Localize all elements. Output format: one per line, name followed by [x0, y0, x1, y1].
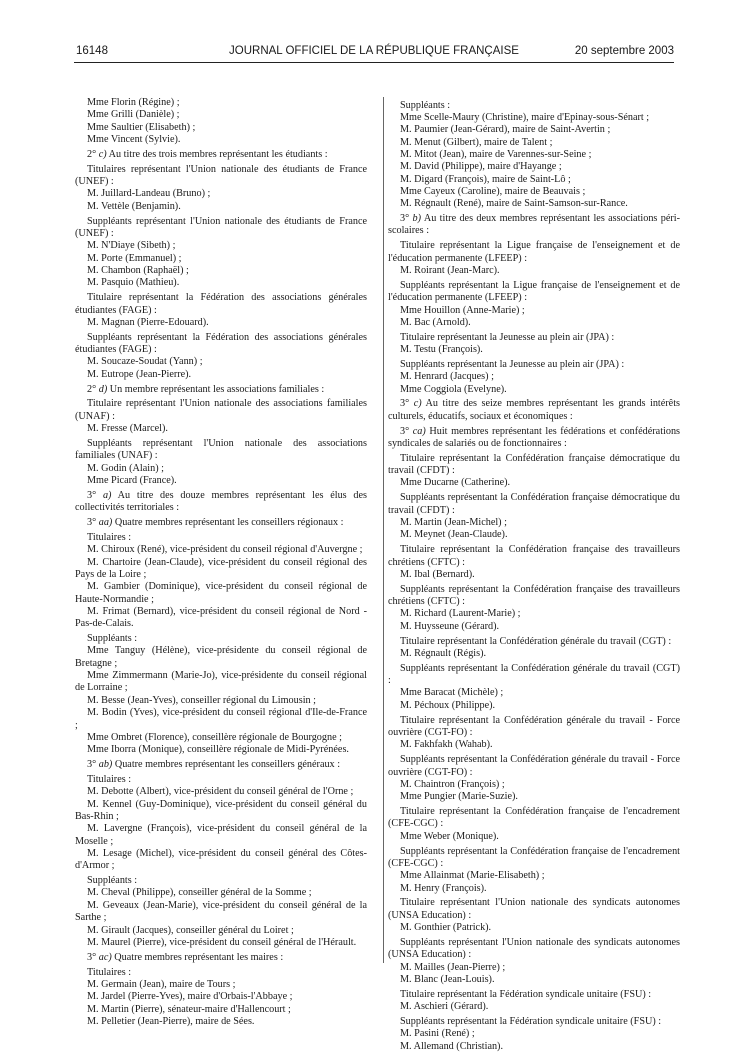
text-line: Mme Houillon (Anne-Marie) ; — [400, 304, 525, 316]
text-line: Suppléants : — [87, 875, 138, 887]
text-line: M. N'Diaye (Sibeth) ; — [87, 240, 176, 252]
text-line: Mme Picard (France). — [87, 474, 177, 486]
text-line: Suppléants représentant l'Union nationale des syndicats autonomes (UNSA Education) : — [388, 937, 680, 961]
text-line: M. Martin (Pierre), sénateur-maire d'Hallencourt ; — [87, 1003, 291, 1015]
text-line: M. Mailles (Jean-Pierre) ; — [400, 961, 506, 973]
text-line: Suppléants représentant la Ligue française de l'enseignement et de l'éducation permanente (LFEEP) : — [388, 279, 680, 304]
text-line: Mme Iborra (Monique), conseillère régionale de Midi-Pyrénées. — [87, 744, 349, 756]
text-line: M. Porte (Emmanuel) ; — [87, 252, 182, 264]
text-line: M. Martin (Jean-Michel) ; — [400, 517, 507, 528]
text-line: Titulaire représentant la Confédération générale du travail - Force ouvrière (CGT-FO) : — [388, 714, 680, 738]
text-line: Mme Weber (Monique). — [400, 830, 499, 842]
text-line: M. Richard (Laurent-Marie) ; — [400, 608, 521, 620]
text-line: Mme Zimmermann (Marie-Jo), vice-présidente du conseil régional de Lorraine ; — [75, 670, 367, 694]
text-line: Mme Pungier (Marie-Suzie). — [400, 791, 518, 803]
text-line: Suppléants représentant la Confédération française des travailleurs chrétiens (CFTC) : — [388, 583, 680, 608]
text-line: Mme Baracat (Michèle) ; — [400, 687, 504, 699]
text-line: Mme Allainmat (Marie-Elisabeth) ; — [400, 870, 545, 882]
text-line: M. Régnault (René), maire de Saint-Samson-sur-Rance. — [400, 198, 628, 210]
text-line: M. Lavergne (François), vice-président du conseil général de la Moselle ; — [75, 823, 367, 847]
text-line: M. Magnan (Pierre-Edouard). — [87, 316, 209, 328]
page-header — [74, 43, 674, 61]
text-line: 3° ab) Quatre membres représentant les conseillers généraux : — [87, 759, 341, 771]
text-line: Mme Vincent (Sylvie). — [87, 134, 181, 146]
text-line: Mme Cayeux (Caroline), maire de Beauvais ; — [400, 185, 586, 197]
text-line: M. Paumier (Jean-Gérard), maire de Saint-Avertin ; — [400, 124, 611, 136]
column-divider — [383, 97, 384, 963]
text-line: M. Debotte (Albert), vice-président du conseil général de l'Orne ; — [87, 786, 354, 798]
text-line: 2° d) Un membre représentant les associations familiales : — [87, 383, 325, 395]
text-line: Titulaires : — [87, 773, 132, 785]
left-column — [75, 97, 367, 1028]
text-line: M. Vettèle (Benjamin). — [87, 200, 181, 212]
text-line: 3° ca) Huit membres représentant les fédérations et confédérations syndicales de salariés ou de fonctionnaires : — [388, 425, 681, 449]
text-line: Suppléants représentant la Confédération française de l'encadrement (CFE-CGC) : — [388, 845, 680, 869]
text-line: M. Chambon (Raphaël) ; — [87, 264, 189, 276]
text-line: Suppléants représentant la Confédération française démocratique du travail (CFDT) : — [388, 492, 680, 516]
text-line: M. Bodin (Yves), vice-président du conseil régional d'Ile-de-France ; — [75, 707, 367, 731]
text-line: M. Godin (Alain) ; — [87, 462, 164, 474]
text-line: Titulaire représentant l'Union nationale des associations familiales (UNAF) : — [75, 398, 367, 422]
text-line: M. Kennel (Guy-Dominique), vice-président du conseil général du Bas-Rhin ; — [75, 798, 367, 822]
text-line: M. Girault (Jacques), conseiller général du Loiret ; — [87, 924, 294, 936]
text-line: M. Lesage (Michel), vice-président du conseil général des Côtes-d'Armor ; — [75, 847, 367, 872]
right-column — [388, 97, 680, 1053]
text-line: Suppléants représentant la Fédération syndicale unitaire (FSU) : — [400, 1016, 662, 1028]
text-line: M. Geveaux (Jean-Marie), vice-président du conseil général de la Sarthe ; — [75, 899, 367, 924]
text-line: M. Gambier (Dominique), vice-président du conseil régional de Haute-Normandie ; — [75, 581, 367, 605]
text-line: M. Blanc (Jean-Louis). — [400, 974, 495, 986]
text-line: Suppléants : — [87, 633, 138, 645]
text-line: Titulaire représentant la Confédération française démocratique du travail (CFDT) : — [388, 452, 680, 477]
text-line: M. Eutrope (Jean-Pierre). — [87, 368, 192, 380]
text-line: Titulaire représentant l'Union nationale des syndicats autonomes (UNSA Education) : — [388, 897, 680, 921]
text-line: Titulaire représentant la Ligue française de l'enseignement et de l'éducation permanente (LFEEP) : — [388, 240, 680, 264]
text-line: Titulaire représentant la Jeunesse au plein air (JPA) : — [400, 331, 615, 343]
text-line: M. Mitot (Jean), maire de Varennes-sur-Seine ; — [400, 148, 592, 160]
text-line: M. Chiroux (René), vice-président du conseil régional d'Auvergne ; — [87, 544, 363, 556]
text-line: M. Aschieri (Gérard). — [400, 1001, 489, 1013]
text-line: Mme Tanguy (Hélène), vice-présidente du conseil régional de Bretagne ; — [75, 645, 367, 669]
page-number: 16148 — [76, 45, 108, 57]
text-line: M. Fakhfakh (Wahab). — [400, 739, 493, 751]
text-line: M. Chaintron (François) ; — [400, 778, 505, 790]
text-line: M. Germain (Jean), maire de Tours ; — [87, 978, 236, 990]
text-line: M. Testu (François). — [400, 344, 483, 356]
text-line: Suppléants représentant la Confédération générale du travail - Force ouvrière (CGT-FO) : — [388, 754, 680, 778]
text-line: M. Chartoire (Jean-Claude), vice-président du conseil régional des Pays de la Loire ; — [75, 556, 367, 580]
text-line: Titulaires représentant l'Union nationale des étudiants de France (UNEF) : — [75, 163, 367, 188]
text-line: Titulaire représentant la Fédération syndicale unitaire (FSU) : — [400, 988, 652, 1000]
text-line: Suppléants : — [400, 99, 451, 111]
text-line: M. Allemand (Christian). — [400, 1040, 503, 1052]
text-line: M. Maurel (Pierre), vice-président du conseil général de l'Hérault. — [87, 936, 357, 948]
text-line: M. Bac (Arnold). — [400, 316, 471, 328]
text-line: Suppléants représentant la Fédération des associations générales étudiantes (FAGE) : — [75, 331, 367, 356]
text-line: M. Meynet (Jean-Claude). — [400, 529, 508, 541]
text-line: M. Besse (Jean-Yves), conseiller régional du Limousin ; — [87, 694, 316, 706]
text-line: M. Huysseune (Gérard). — [400, 620, 500, 632]
text-line: Suppléants représentant l'Union nationale des étudiants de France (UNEF) : — [75, 215, 367, 239]
text-line: Titulaire représentant la Confédération française des travailleurs chrétiens (CFTC) : — [388, 544, 680, 568]
text-line: 3° b) Au titre des deux membres représentant les associations péri-scolaires : — [388, 213, 680, 237]
text-line: M. Pasquio (Mathieu). — [87, 277, 180, 289]
text-line: Titulaires : — [87, 531, 132, 543]
journal-title: JOURNAL OFFICIEL DE LA RÉPUBLIQUE FRANÇAISE — [229, 45, 519, 57]
text-line: Mme Scelle-Maury (Christine), maire d'Epinay-sous-Sénart ; — [400, 111, 650, 123]
text-line: M. Régnault (Régis). — [400, 647, 487, 659]
text-line: M. Digard (François), maire de Saint-Lô ; — [400, 173, 571, 185]
text-line: M. Cheval (Philippe), conseiller général de la Somme ; — [87, 887, 312, 899]
text-line: Mme Florin (Régine) ; — [87, 97, 180, 108]
text-line: Suppléants représentant la Confédération générale du travail (CGT) : — [388, 662, 680, 687]
text-line: M. Fresse (Marcel). — [87, 423, 168, 435]
text-line: Suppléants représentant l'Union nationale des associations familiales (UNAF) : — [75, 437, 367, 462]
header-rule — [74, 62, 674, 63]
text-line: 3° ac) Quatre membres représentant les maires : — [87, 951, 284, 963]
text-line: Suppléants représentant la Jeunesse au plein air (JPA) : — [400, 358, 625, 370]
text-line: Mme Coggiola (Evelyne). — [400, 383, 507, 395]
text-line: M. Pasini (René) ; — [400, 1028, 475, 1040]
text-line: M. Péchoux (Philippe). — [400, 699, 496, 711]
text-line: Mme Ombret (Florence), conseillère régionale de Bourgogne ; — [87, 731, 342, 743]
text-line: M. Roirant (Jean-Marc). — [400, 264, 500, 276]
text-line: M. Juillard-Landeau (Bruno) ; — [87, 188, 211, 200]
text-line: Titulaire représentant la Confédération française de l'encadrement (CFE-CGC) : — [388, 806, 680, 830]
text-line: M. Jardel (Pierre-Yves), maire d'Orbais-l'Abbaye ; — [87, 991, 293, 1003]
text-line: Titulaires : — [87, 966, 132, 978]
text-line: 2° c) Au titre des trois membres représentant les étudiants : — [87, 148, 328, 160]
text-line: M. Menut (Gilbert), maire de Talent ; — [400, 136, 553, 148]
text-line: M. Ibal (Bernard). — [400, 568, 475, 580]
text-line: Titulaire représentant la Fédération des associations générales étudiantes (FAGE) : — [75, 292, 367, 316]
text-line: Mme Grilli (Danièle) ; — [87, 109, 180, 121]
text-line: M. Henrard (Jacques) ; — [400, 371, 494, 383]
text-line: M. Soucaze-Soudat (Yann) ; — [87, 356, 203, 368]
text-line: Mme Saultier (Elisabeth) ; — [87, 121, 196, 133]
text-line: 3° aa) Quatre membres représentant les conseillers régionaux : — [87, 517, 344, 528]
text-line: M. Henry (François). — [400, 882, 487, 894]
text-line: Titulaire représentant la Confédération générale du travail (CGT) : — [400, 635, 672, 647]
text-line: Mme Ducarne (Catherine). — [400, 477, 511, 489]
text-line: 3° c) Au titre des seize membres représentant les grands intérêts culturels, éducatifs, sociaux et économiques : — [388, 398, 680, 422]
text-line: M. Pelletier (Jean-Pierre), maire de Sées. — [87, 1015, 255, 1027]
publication-date: 20 septembre 2003 — [574, 45, 674, 57]
text-line: M. Gonthier (Patrick). — [400, 922, 492, 934]
text-line: M. Frimat (Bernard), vice-président du conseil régional de Nord - Pas-de-Calais. — [75, 605, 367, 630]
text-line: M. David (Philippe), maire d'Hayange ; — [400, 161, 562, 173]
text-line: 3° a) Au titre des douze membres représentant les élus des collectivités territoriales : — [75, 489, 367, 514]
